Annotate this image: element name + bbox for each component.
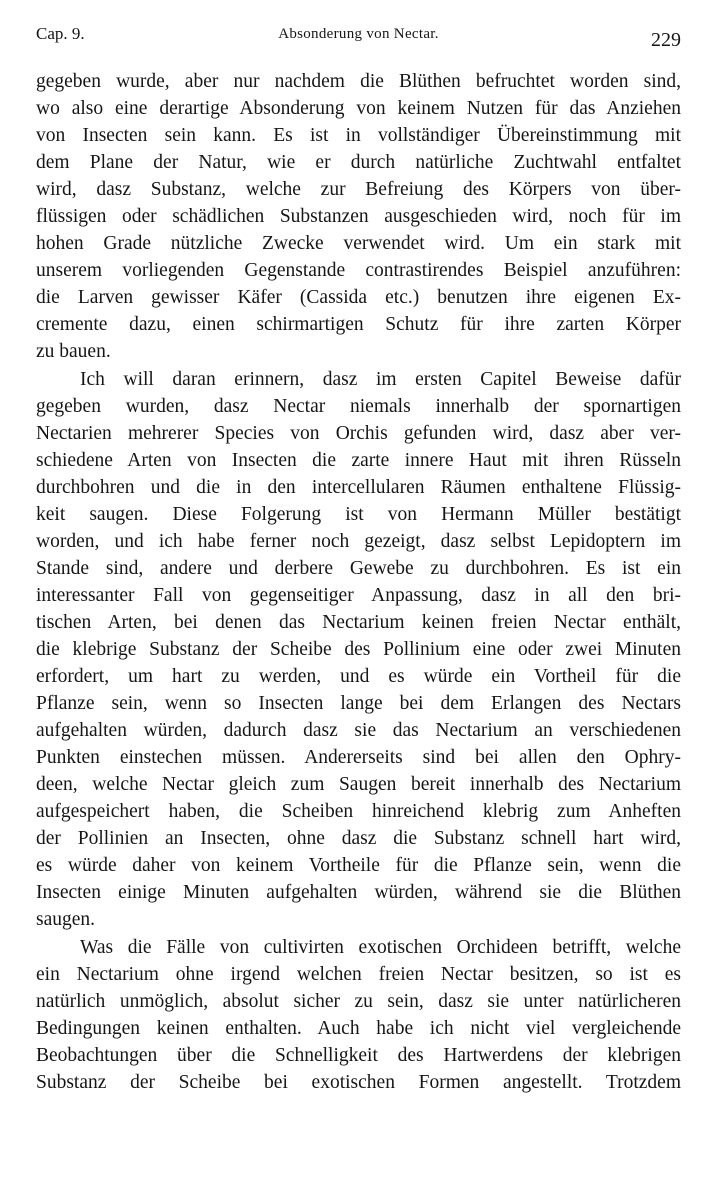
text-line: interessanter Fall von gegenseitiger Anpassung, dasz in all den bri- — [36, 584, 681, 606]
text-line: keit saugen. Diese Folgerung ist von Hermann Müller bestätigt — [36, 503, 681, 525]
chapter-label: Cap. 9. — [36, 24, 85, 43]
text-line: hohen Grade nützliche Zwecke verwendet wird. Um ein stark mit — [36, 233, 681, 255]
text-line: Punkten einstechen müssen. Andererseits sind bei allen den Ophry- — [36, 747, 681, 769]
text-line: tischen Arten, bei denen das Nectarium keinen freien Nectar enthält, — [36, 611, 681, 633]
text-line: durchbohren und die in den intercellularen Räumen enthaltene Flüssig- — [36, 476, 681, 498]
text-line: schiedene Arten von Insecten die zarte innere Haut mit ihren Rüsseln — [36, 449, 681, 471]
text-line: ein Nectarium ohne irgend welchen freien Nectar besitzen, so ist es — [36, 963, 681, 985]
text-line: erfordert, um hart zu werden, und es würde ein Vortheil für die — [36, 666, 681, 688]
page-number: 229 — [651, 29, 681, 51]
text-line: Pflanze sein, wenn so Insecten lange bei dem Erlangen des Nectars — [36, 693, 681, 715]
text-line: aufgehalten würden, dadurch dasz sie das Nectarium an verschiedenen — [36, 720, 681, 742]
text-line: dem Plane der Natur, wie er durch natürliche Zuchtwahl entfaltet — [36, 152, 681, 174]
text-line: gegeben wurde, aber nur nachdem die Blüthen befruchtet worden sind, — [36, 71, 681, 92]
text-line: von Insecten sein kann. Es ist in vollständiger Übereinstimmung mit — [36, 125, 681, 147]
text-line: flüssigen oder schädlichen Substanzen ausgeschieden wird, noch für im — [36, 206, 681, 228]
running-title: Absonderung von Nectar. — [278, 26, 439, 42]
text-line: worden, und ich habe ferner noch gezeigt, dasz selbst Lepidoptern im — [36, 530, 681, 552]
text-line: aufgespeichert haben, die Scheiben hinreichend klebrig zum Anheften — [36, 801, 681, 823]
text-line: Ich will daran erinnern, dasz im ersten Capitel Beweise dafür — [80, 368, 681, 390]
text-line: Was die Fälle von cultivirten exotischen Orchideen betrifft, welche — [80, 936, 681, 958]
text-line: die Larven gewisser Käfer (Cassida etc.) benutzen ihre eigenen Ex- — [36, 287, 681, 309]
text-line: deen, welche Nectar gleich zum Saugen bereit innerhalb des Nectarium — [36, 774, 681, 796]
text-line: unserem vorliegenden Gegenstande contrastirendes Beispiel anzuführen: — [36, 260, 681, 282]
text-line: Bedingungen keinen enthalten. Auch habe ich nicht viel vergleichende — [36, 1017, 681, 1039]
text-line: es würde daher von keinem Vortheile für die Pflanze sein, wenn die — [36, 855, 681, 877]
body-text — [36, 68, 681, 1096]
text-line: die klebrige Substanz der Scheibe des Pollinium eine oder zwei Minuten — [36, 638, 681, 660]
text-line: gegeben wurden, dasz Nectar niemals innerhalb der spornartigen — [36, 395, 681, 417]
text-line: Nectarien mehrerer Species von Orchis gefunden wird, dasz aber ver- — [36, 422, 681, 444]
text-line: wird, dasz Substanz, welche zur Befreiung des Körpers von über- — [36, 179, 681, 201]
text-line: Insecten einige Minuten aufgehalten würden, während sie die Blüthen — [36, 882, 681, 904]
text-line: Substanz der Scheibe bei exotischen Formen angestellt. Trotzdem — [36, 1071, 681, 1093]
text-line: saugen. — [36, 909, 96, 931]
text-line: natürlich unmöglich, absolut sicher zu sein, dasz sie unter natürlicheren — [36, 990, 681, 1012]
text-line: wo also eine derartige Absonderung von keinem Nutzen für das Anziehen — [36, 98, 681, 120]
text-line: cremente dazu, einen schirmartigen Schutz für ihre zarten Körper — [36, 314, 681, 336]
text-line: zu bauen. — [36, 341, 111, 363]
text-line: Beobachtungen über die Schnelligkeit des Hartwerdens der klebrigen — [36, 1044, 681, 1066]
text-line: Stande sind, andere und derbere Gewebe zu durchbohren. Es ist ein — [36, 557, 681, 579]
running-header — [36, 24, 681, 54]
text-line: der Pollinien an Insecten, ohne dasz die Substanz schnell hart wird, — [36, 828, 681, 850]
